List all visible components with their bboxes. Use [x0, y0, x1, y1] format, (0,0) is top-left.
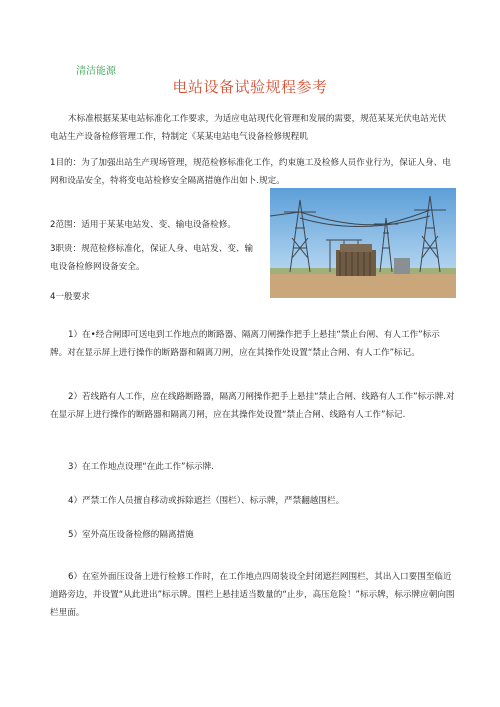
list-item: 3）在工作地点设理“在此工作”标示牌. [68, 462, 215, 472]
purpose-paragraph: 1目的：为了加强出站生产现场管理，规范检修标准化工作，约束施工及检修人员作业行为，保证人身、电网和设品安全，特将变电站检修安全隔离措施作出如卜.规定。 [50, 158, 451, 186]
list-item: 2）若线路有人工作，应在线路断路器，隔离刀闸操作把手上悬挂“禁止合闸、线路有人工作”标示牌.对在显示屏上进行操作的断路器和隔离刀闸，应在其操作处设置“禁止合闸、线路有人工作”标记. [50, 392, 455, 420]
scope-paragraph: 2范围：适用于某某电站发、变、输电设备检修。 [50, 220, 236, 230]
list-item: 6）在室外面压设备上进行检修工作时，在工作地点四周装设全封闭遮拦网围栏，其出入口要围至临近道路旁边，并设置“从此进出”标示牌。围栏上悬挂适当数量的“止步，高压危险！”标示牌，标示牌应朝向围栏里面。 [50, 572, 455, 618]
substation-photo-icon [270, 188, 456, 298]
list-item: 5）室外高压设备检修的隔离措施 [68, 530, 194, 540]
page-title: 电站设备试验规程参考 [172, 78, 328, 96]
duty-paragraph: 3职贵：规范检修标准化，保证人身、电站发、变、输电设备检修网设备安全。 [50, 244, 254, 272]
substation-photo [270, 188, 456, 298]
category-label: 清洁能源 [76, 66, 116, 77]
intro-paragraph: 木标准根据某某电站标准化工作要求，为适应电站现代化管理和发展的需要，规范某某光伏电站光伏电站生产设备检修管理工作，特制定《某某电站电气设备检修规程叽 [50, 114, 447, 142]
general-requirements-heading: 4一般要求 [50, 292, 90, 302]
list-item: 1）在•经合闸即可送电到工作地点的断路器、隔离刀闸操作把手上悬挂“禁止台闸、有人工作”标示牌。对在显示屏上进行操作的断路器和隔离刀闸，应在其操作处设置“禁止合闸、有人工作”标记。 [50, 330, 440, 358]
list-item: 4）严禁工作人员擅自移动或拆除遮拦（围栏）、标示牌，严禁翻越围栏。 [68, 496, 345, 506]
